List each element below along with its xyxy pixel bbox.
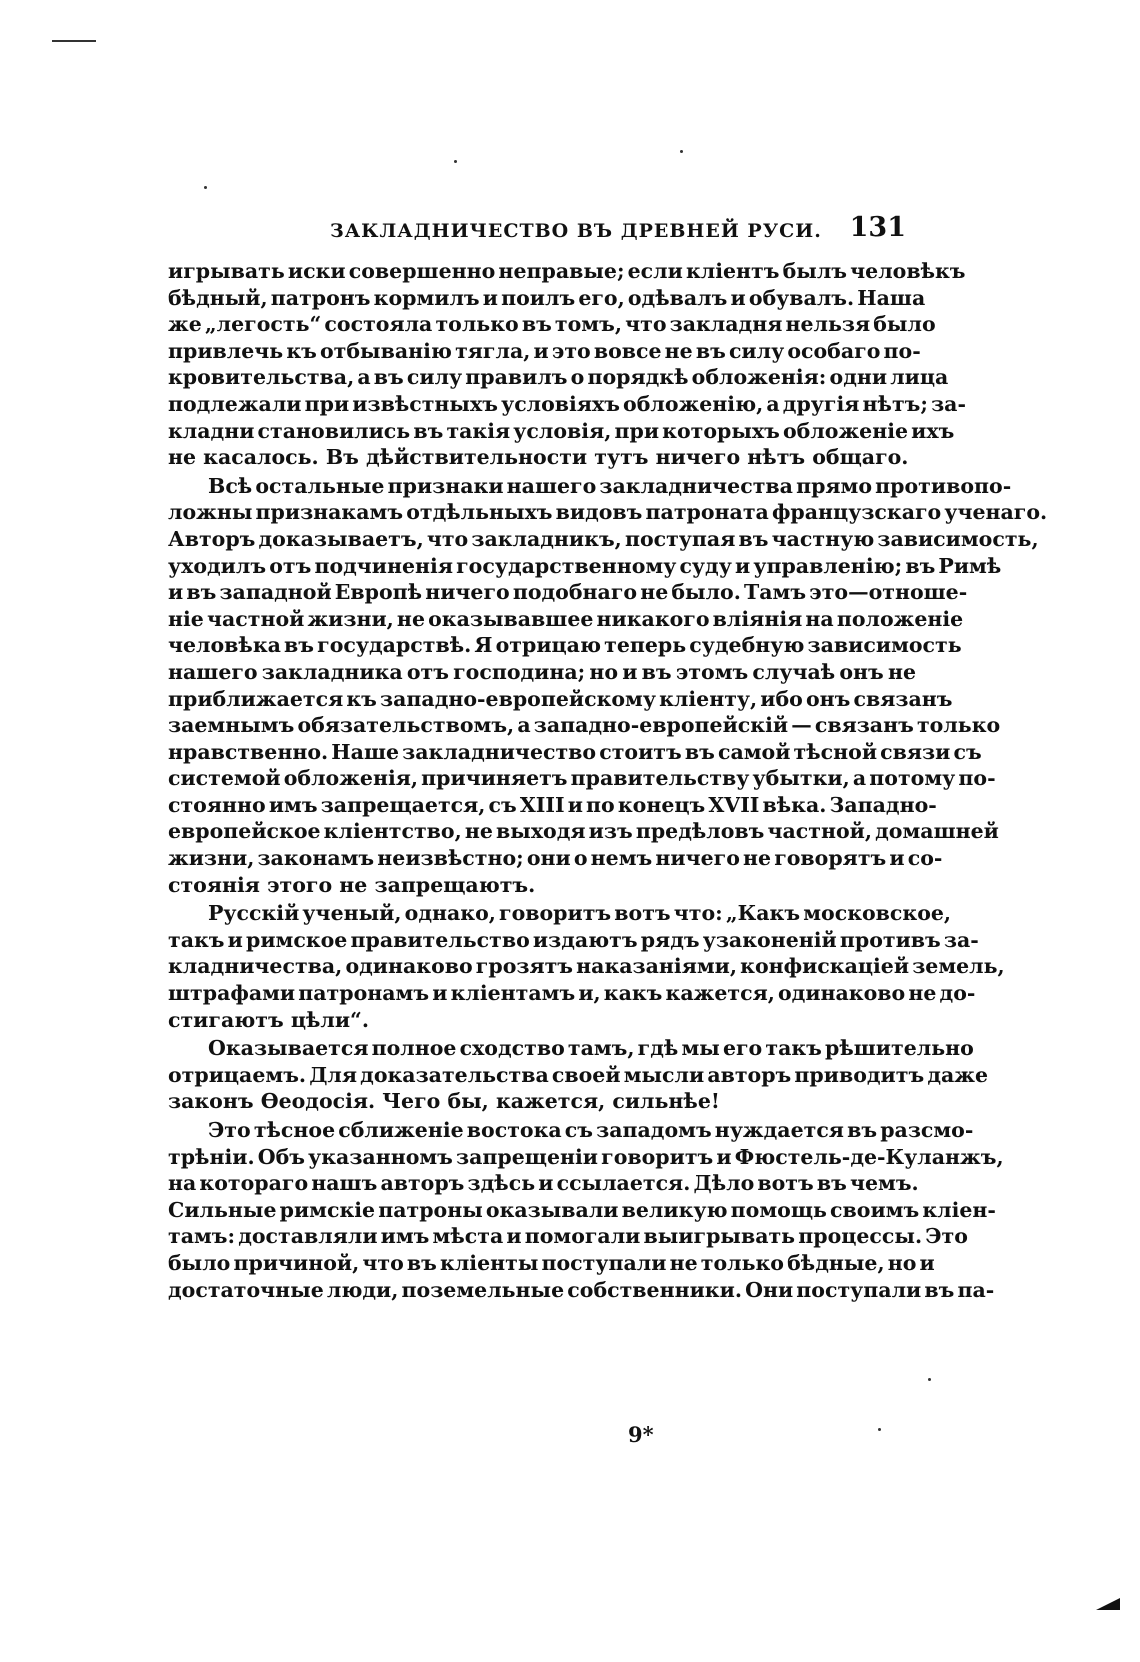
text-line: штрафами патронамъ и кліентамъ и, какъ кажется, одинаково не до-	[168, 981, 976, 1006]
text-line: ніе частной жизни, не оказывавшее никакого вліянія на положеніе	[168, 606, 964, 631]
text-line: Всѣ остальные признаки нашего закладничества прямо противопо-	[208, 473, 1012, 498]
text-line: кладничества, одинаково грозятъ наказаніями, конфискаціей земель,	[168, 954, 1005, 979]
paragraph	[168, 473, 1048, 899]
text-line: приближается къ западно-европейскому кліенту, ибо онъ связанъ	[168, 686, 953, 711]
text-line: Сильные римскіе патроны оказывали великую помощь своимъ кліен-	[168, 1197, 996, 1222]
page-number: 131	[849, 212, 906, 243]
text-line: же „легость“ состояла только въ томъ, что закладня нельзя было	[168, 312, 936, 337]
text-line: Русскій ученый, однако, говоритъ вотъ что: „Какъ московское,	[208, 901, 952, 926]
text-line: кладни становились въ такія условія, при которыхъ обложеніе ихъ	[168, 418, 955, 443]
running-head	[168, 212, 916, 250]
scan-corner-mark	[1096, 1598, 1120, 1610]
text-line: достаточные люди, поземельные собственники. Они поступали въ па-	[168, 1277, 995, 1302]
text-line: нашего закладника отъ господина; но и въ этомъ случаѣ онъ не	[168, 659, 916, 684]
text-line: ложны признакамъ отдѣльныхъ видовъ патроната французскаго ученаго.	[168, 500, 1048, 525]
scan-speck	[454, 160, 457, 163]
paragraph	[168, 1035, 989, 1115]
text-line: Это тѣсное сближеніе востока съ западомъ нуждается въ разсмо-	[208, 1118, 974, 1142]
text-line: было причиной, что въ кліенты поступали не только бѣдные, но и	[168, 1250, 935, 1275]
text-line: привлечь къ отбыванію тягла, и это вовсе не въ силу особаго по-	[168, 338, 921, 363]
text-line: европейское кліентство, не выходя изъ предѣловъ частной, домашней	[168, 819, 999, 844]
scan-speck	[878, 1428, 881, 1431]
text-line: заемнымъ обязательствомъ, а западно-европейскій — связанъ только	[168, 713, 1001, 738]
text-line: и въ западной Европѣ ничего подобнаго не было. Тамъ это—отноше-	[168, 580, 968, 605]
text-line: системой обложенія, причиняетъ правительству убытки, а потому по-	[168, 766, 996, 791]
text-line: законъ Ѳеодосія. Чего бы, кажется, сильнѣе!	[168, 1089, 720, 1114]
text-line: трѣніи. Объ указанномъ запрещеніи говоритъ и Фюстель-де-Куланжъ,	[168, 1144, 1004, 1169]
text-line: тамъ: доставляли имъ мѣста и помогали выигрывать процессы. Это	[168, 1224, 968, 1249]
text-line: отрицаемъ. Для доказательства своей мысли авторъ приводитъ даже	[168, 1062, 989, 1087]
text-line: на котораго нашъ авторъ здѣсь и ссылается. Дѣло вотъ въ чемъ.	[168, 1171, 919, 1196]
text-line: Авторъ доказываетъ, что закладникъ, поступая въ частную зависимость,	[168, 526, 1039, 551]
running-title: ЗАКЛАДНИЧЕСТВО ВЪ ДРЕВНЕЙ РУСИ.	[330, 220, 822, 242]
text-line: Оказывается полное сходство тамъ, гдѣ мы его такъ рѣшительно	[208, 1036, 974, 1061]
scan-speck	[204, 186, 207, 189]
paragraph	[168, 900, 1005, 1033]
book-page	[168, 212, 1048, 1303]
paragraph	[168, 1117, 1004, 1303]
scan-speck	[680, 150, 683, 153]
body-text	[168, 258, 1048, 1303]
text-line: стоянно имъ запрещается, съ XIII и по конецъ XVII вѣка. Западно-	[168, 792, 937, 817]
text-line: не касалось. Въ дѣйствительности тутъ ничего нѣтъ общаго.	[168, 445, 909, 470]
text-line: кровительства, а въ силу правилъ о порядкѣ обложенія: одни лица	[168, 365, 949, 390]
text-line: такъ и римское правительство издаютъ рядъ узаконеній противъ за-	[168, 927, 979, 952]
text-line: уходилъ отъ подчиненія государственному суду и управленію; въ Римѣ	[168, 553, 1002, 578]
scan-speck	[928, 1378, 931, 1381]
text-line: игрывать иски совершенно неправые; если кліентъ былъ человѣкъ	[168, 259, 966, 283]
text-line: бѣдный, патронъ кормилъ и поилъ его, одѣвалъ и обувалъ. Наша	[168, 285, 926, 310]
signature-mark: 9*	[628, 1422, 654, 1447]
text-line: нравственно. Наше закладничество стоитъ въ самой тѣсной связи съ	[168, 739, 982, 764]
text-line: подлежали при извѣстныхъ условіяхъ обложенію, а другія нѣтъ; за-	[168, 391, 966, 416]
text-line: стоянія этого не запрещаютъ.	[168, 872, 536, 897]
paragraph	[168, 258, 966, 471]
text-line: жизни, законамъ неизвѣстно; они о немъ ничего не говорятъ и со-	[168, 846, 943, 871]
scan-rule-mark	[52, 40, 96, 42]
text-line: человѣка въ государствѣ. Я отрицаю теперь судебную зависимость	[168, 633, 962, 658]
text-line: стигаютъ цѣли“.	[168, 1007, 369, 1032]
